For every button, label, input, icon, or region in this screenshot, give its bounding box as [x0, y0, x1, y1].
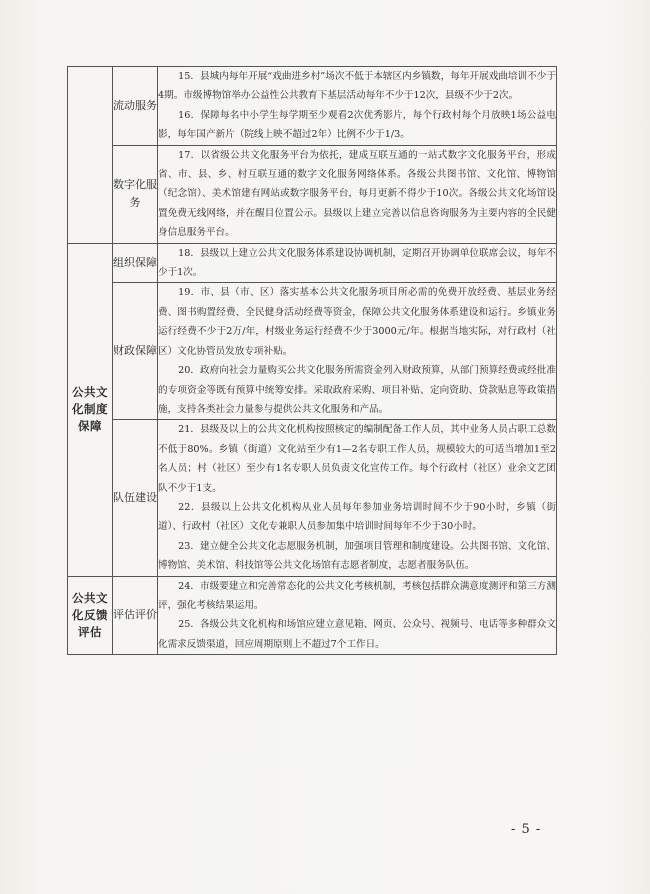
item-17: 17．以省级公共文化服务平台为依托，建成互联互通的一站式数字文化服务平台，形成省、市、县、乡、村互联互通的数字文化服务网络体系。各级公共图书馆、文化馆、博物馆（纪念馆）、美术馆建有网站或数字服务平台，每月更新不得少于10次。各级公共文化场馆设置免费无线网络，并在醒目位置公示。县级以上建立完善以信息咨询服务为主要内容的全民健身信息服务平台。 — [158, 149, 556, 239]
table-row-liudong — [68, 67, 557, 146]
page-number: - 5 - — [511, 822, 542, 837]
standards-table — [67, 66, 557, 655]
content-cell-zuzhi — [158, 243, 557, 283]
table-row-pinggu — [68, 576, 557, 655]
table-row-caizheng — [68, 283, 557, 420]
subcategory-zuzhi: 组织保障 — [113, 243, 158, 283]
category-feedback-evaluation: 公共文化反馈评估 — [68, 576, 113, 655]
subcategory-liudong: 流动服务 — [113, 67, 158, 146]
table-row-shuzi — [68, 145, 557, 243]
category-institutional-guarantee: 公共文化制度保障 — [68, 243, 113, 576]
subcategory-pinggu: 评估评价 — [113, 576, 158, 655]
subcategory-duiwu: 队伍建设 — [113, 420, 158, 576]
content-cell-shuzi — [158, 145, 557, 243]
content-cell-pinggu — [158, 576, 557, 655]
item-25: 25．各级公共文化机构和场馆应建立意见箱、网页、公众号、视频号、电话等多种群众文化需求反馈渠道，回应周期原则上不超过7个工作日。 — [158, 619, 556, 650]
item-15: 15．县城内每年开展“戏曲进乡村”场次不低于本辖区内乡镇数，每年开展戏曲培训不少于4期。市级博物馆举办公益性公共教育下基层活动每年不少于12次，县级不少于2次。 — [158, 71, 556, 102]
item-21: 21．县级及以上的公共文化机构按照核定的编制配备工作人员，其中业务人员占职工总数不低于80%。乡镇（街道）文化站至少有1—2名专职工作人员，规模较大的可适当增加1至2名人员；村（社区）至少有1名专职人员负责文化宣传工作。每个行政村（社区）业余文艺团队不少于1支。 — [158, 424, 556, 494]
item-20: 20．政府向社会力量购买公共文化服务所需资金列入财政预算，从部门预算经费或经批准的专项资金等既有预算中统筹安排。采取政府采购、项目补贴、定向资助、贷款贴息等政策措施，支持各类社会力量参与提供公共文化服务和产品。 — [158, 365, 556, 415]
item-18: 18．县级以上建立公共文化服务体系建设协调机制，定期召开协调单位联席会议，每年不少于1次。 — [158, 247, 556, 279]
item-24: 24．市级要建立和完善常态化的公共文化考核机制，考核包括群众满意度测评和第三方测评，强化考核结果运用。 — [158, 580, 556, 611]
content-cell-caizheng — [158, 283, 557, 420]
content-cell-duiwu — [158, 420, 557, 576]
table-row-zuzhi — [68, 243, 557, 283]
item-16: 16．保障每名中小学生每学期至少观看2次优秀影片，每个行政村每个月放映1场公益电影，每年国产新片（院线上映不超过2年）比例不少于1/3。 — [158, 109, 556, 141]
item-23: 23．建立健全公共文化志愿服务机制，加强项目管理和制度建设。公共图书馆、文化馆、博物馆、美术馆、科技馆等公共文化场馆有志愿者制度，志愿者服务队伍。 — [158, 540, 556, 572]
item-19: 19．市、县（市、区）落实基本公共文化服务项目所必需的免费开放经费、基层业务经费、图书购置经费、全民健身活动经费等资金，保障公共文化服务体系建设和运行。乡镇业务运行经费不少于2万/年，村级业务运行经费不少于3000元/年。根据当地实际，对行政村（社区）文化协管员发放专项补贴。 — [158, 287, 556, 357]
subcategory-shuzi: 数字化服务 — [113, 145, 158, 243]
table-row-duiwu — [68, 420, 557, 576]
item-22: 22．县级以上公共文化机构从业人员每年参加业务培训时间不少于90小时，乡镇（街道）、行政村（社区）文化专兼职人员参加集中培训时间每年不少于30小时。 — [158, 501, 556, 533]
subcategory-caizheng: 财政保障 — [113, 283, 158, 420]
category-cell-empty — [68, 67, 113, 244]
content-cell-liudong — [158, 67, 557, 146]
